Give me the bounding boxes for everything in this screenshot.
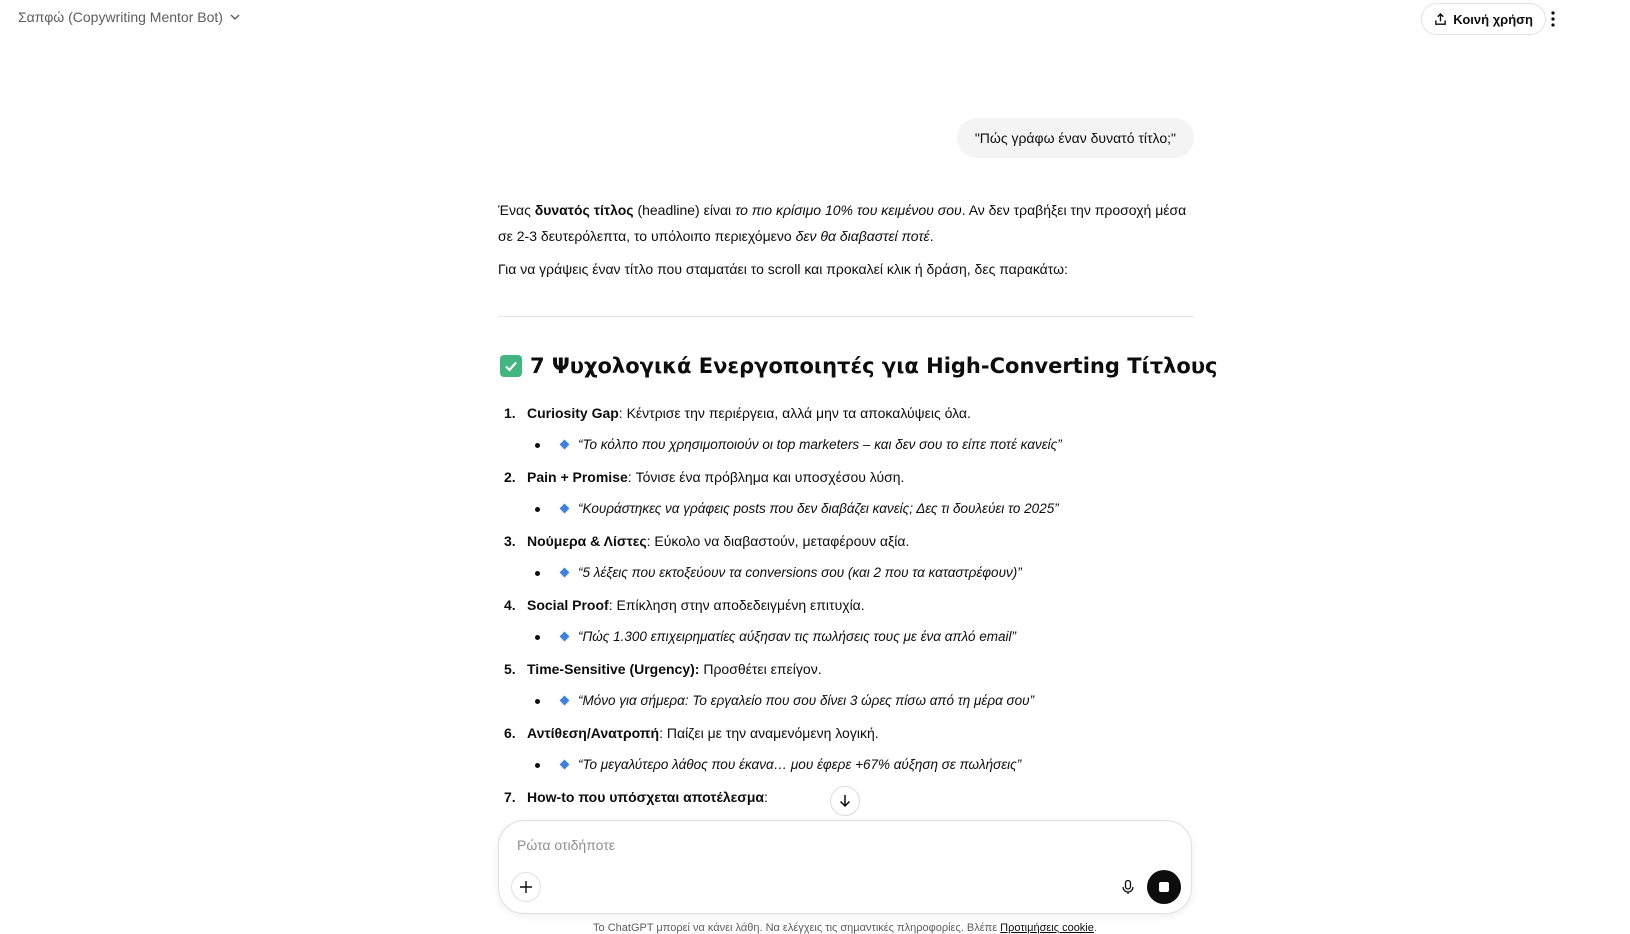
- intro-italic: δεν θα διαβαστεί ποτέ: [795, 228, 930, 244]
- list-number: 6.: [504, 725, 516, 741]
- list-separator: :: [618, 405, 627, 421]
- list-number: 7.: [504, 789, 516, 805]
- share-label: Κοινή χρήση: [1453, 11, 1533, 27]
- blue-diamond-icon: [560, 440, 570, 450]
- list-number: 4.: [504, 597, 516, 613]
- list-text: [527, 594, 865, 616]
- list-text: [527, 466, 904, 488]
- more-vertical-icon: [1551, 11, 1555, 27]
- message-composer: [498, 820, 1192, 914]
- intro-text: Ένας: [498, 202, 535, 218]
- blue-diamond-icon: [560, 696, 570, 706]
- example-quote: “Πώς 1.300 επιχειρηματίες αύξησαν τις πωλήσεις τους με ένα απλό email”: [578, 629, 1016, 644]
- list-separator: :: [659, 725, 667, 741]
- stop-icon: [1159, 882, 1169, 892]
- bullet-icon: [535, 443, 540, 448]
- share-button[interactable]: [1421, 3, 1546, 35]
- section-divider: [498, 316, 1194, 317]
- bullet-icon: [535, 763, 540, 768]
- list-number: 5.: [504, 661, 516, 677]
- example-quote: “Κουράστηκες να γράφεις posts που δεν διαβάζει κανείς; Δες τι δουλεύει το 2025”: [578, 501, 1059, 516]
- list-separator: :: [608, 597, 617, 613]
- microphone-icon: [1120, 879, 1136, 895]
- example-quote: “5 λέξεις που εκτοξεύουν τα conversions σου (και 2 που τα καταστρέφουν)”: [578, 565, 1022, 580]
- top-bar: [0, 0, 1630, 40]
- model-name: Σαπφώ (Copywriting Mentor Bot): [18, 9, 223, 25]
- list-description: Εύκολο να διαβαστούν, μεταφέρουν αξία.: [654, 533, 910, 549]
- disclaimer-text: Το ChatGPT μπορεί να κάνει λάθη. Να ελέγχεις τις σημαντικές πληροφορίες. Βλέπε: [593, 922, 1001, 934]
- list-number: 1.: [504, 405, 516, 421]
- intro-text: .: [929, 228, 934, 244]
- list-text: [527, 722, 879, 744]
- intro-text: (headline) είναι: [633, 202, 736, 218]
- user-message: "Πώς γράφω έναν δυνατό τίτλο;": [957, 118, 1194, 158]
- list-separator: :: [627, 469, 636, 485]
- share-icon: [1434, 13, 1447, 26]
- stop-generating-button[interactable]: [1147, 870, 1181, 904]
- list-label: Αντίθεση/Ανατροπή: [527, 725, 660, 741]
- list-label: Νούμερα & Λίστες: [527, 533, 647, 549]
- list-number: 2.: [504, 469, 516, 485]
- blue-diamond-icon: [560, 760, 570, 770]
- plus-icon: [519, 880, 533, 894]
- list-number: 3.: [504, 533, 516, 549]
- section-heading: [500, 354, 1217, 378]
- example-quote: “Το μεγαλύτερο λάθος που έκανα… μου έφερε +67% αύξηση σε πωλήσεις”: [578, 757, 1022, 772]
- list-text: [527, 786, 768, 808]
- check-mark-icon: [500, 355, 522, 377]
- bullet-icon: [535, 571, 540, 576]
- intro-text: . Αν δεν τραβήξει την προσοχή μέσα σε 2-3 δευτερόλεπτα, το υπόλοιπο περιεχόμενο: [498, 202, 1187, 244]
- section-title: 7 Ψυχολογικά Ενεργοποιητές για High-Converting Τίτλους: [530, 354, 1218, 378]
- list-label: Curiosity Gap: [527, 405, 619, 421]
- intro-bold: δυνατός τίτλος: [534, 202, 634, 218]
- list-text: [527, 658, 822, 680]
- disclaimer-end: .: [1093, 922, 1097, 934]
- list-description: Προσθέτει επείγον.: [703, 661, 822, 677]
- arrow-down-icon: [838, 794, 852, 808]
- list-label: How-to που υπόσχεται αποτέλεσμα: [527, 789, 765, 805]
- chevron-down-icon: [229, 11, 241, 23]
- bullet-icon: [535, 699, 540, 704]
- attach-button[interactable]: [511, 872, 541, 902]
- intro-italic: το πιο κρίσιμο 10% του κειμένου σου: [735, 202, 962, 218]
- list-label: Pain + Promise: [527, 469, 628, 485]
- list-text: [527, 402, 971, 424]
- cookie-preferences-link[interactable]: Προτιμήσεις cookie: [1000, 922, 1094, 934]
- list-description: Παίζει με την αναμενόμενη λογική.: [666, 725, 879, 741]
- intro-paragraph-1: [498, 197, 1194, 249]
- blue-diamond-icon: [560, 504, 570, 514]
- list-label: Time-Sensitive (Urgency):: [527, 661, 700, 677]
- list-description: Κέντρισε την περιέργεια, αλλά μην τα αποκαλύψεις όλα.: [626, 405, 971, 421]
- list-text: [527, 530, 909, 552]
- more-options-button[interactable]: [1546, 8, 1560, 30]
- list-description: Τόνισε ένα πρόβλημα και υποσχέσου λύση.: [635, 469, 905, 485]
- blue-diamond-icon: [560, 632, 570, 642]
- model-selector[interactable]: [18, 9, 241, 25]
- list-separator: :: [764, 789, 768, 805]
- intro-paragraph-2: Για να γράψεις έναν τίτλο που σταματάει το scroll και προκαλεί κλικ ή δράση, δες παρακάτω:: [498, 261, 1068, 277]
- bullet-icon: [535, 635, 540, 640]
- dictate-button[interactable]: [1113, 872, 1143, 902]
- footer-disclaimer: [0, 922, 1630, 934]
- blue-diamond-icon: [560, 568, 570, 578]
- prompt-input[interactable]: [515, 833, 1119, 857]
- list-description: Επίκληση στην αποδεδειγμένη επιτυχία.: [616, 597, 865, 613]
- example-quote: “Το κόλπο που χρησιμοποιούν οι top marketers – και δεν σου το είπε ποτέ κανείς”: [578, 437, 1062, 452]
- list-separator: :: [646, 533, 655, 549]
- example-quote: “Μόνο για σήμερα: Το εργαλείο που σου δίνει 3 ώρες πίσω από τη μέρα σου”: [578, 693, 1035, 708]
- bullet-icon: [535, 507, 540, 512]
- list-label: Social Proof: [527, 597, 609, 613]
- scroll-down-button[interactable]: [830, 786, 860, 816]
